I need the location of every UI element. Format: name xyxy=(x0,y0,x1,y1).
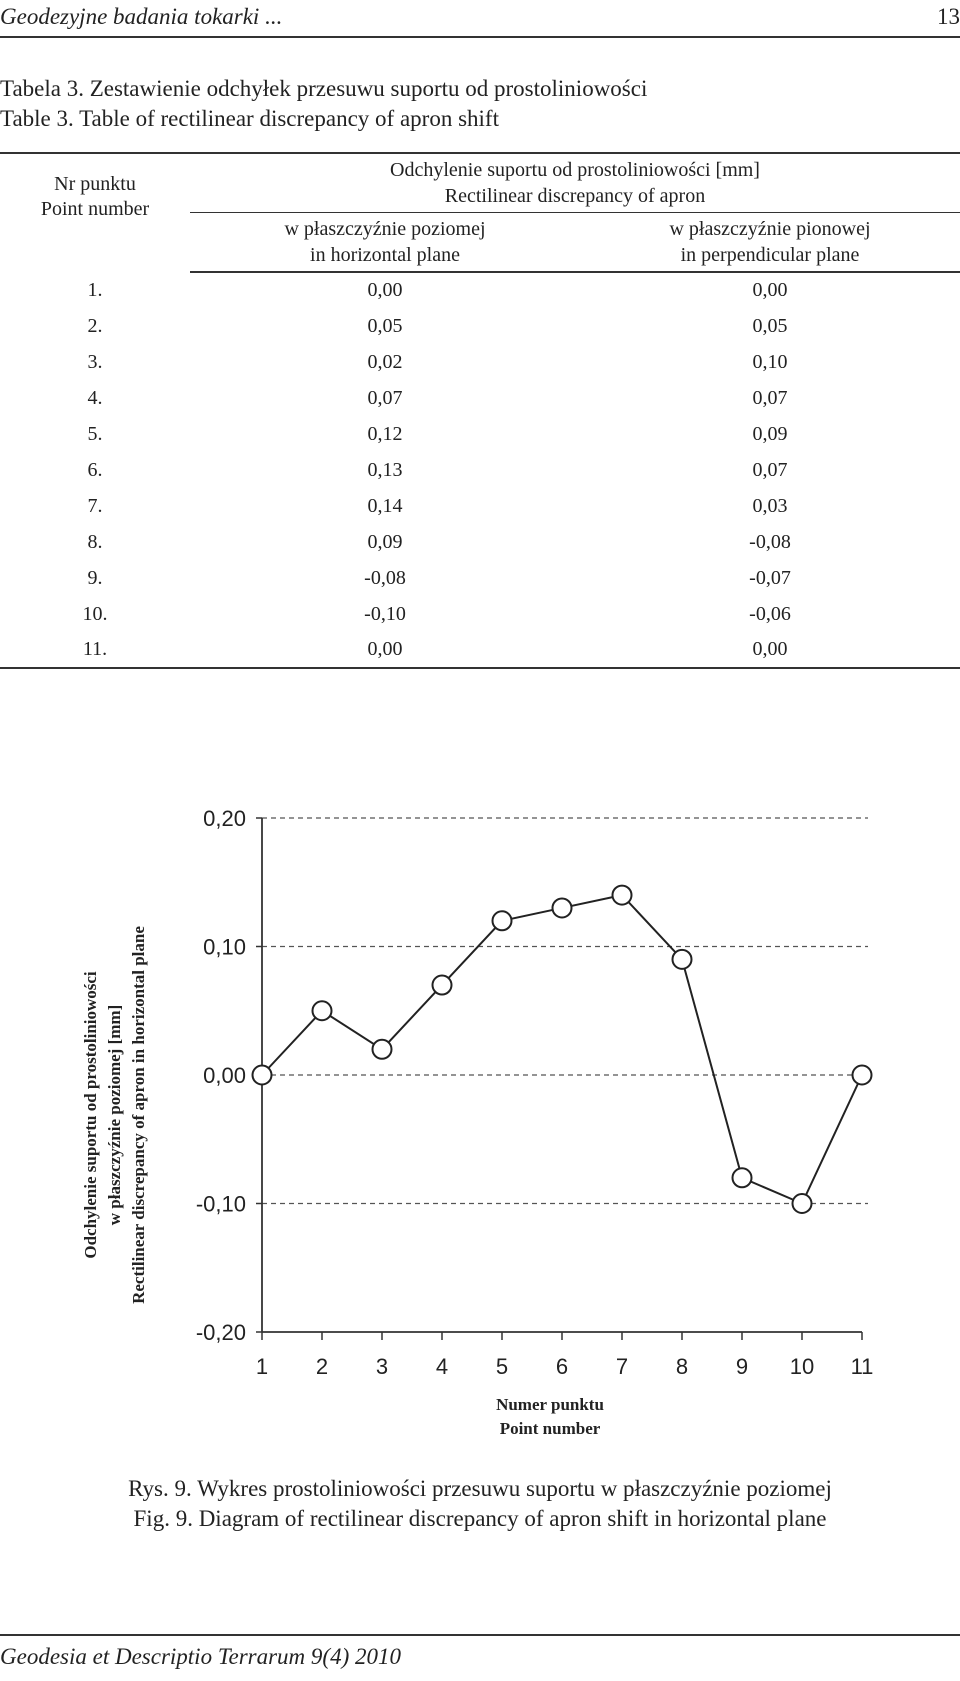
cell-vertical: 0,10 xyxy=(752,350,788,373)
y-axis-label-line: Rectilinear discrepancy of apron in horizontal plane xyxy=(129,926,148,1304)
data-point-11 xyxy=(853,1066,872,1085)
x-tick-label: 10 xyxy=(789,1354,815,1379)
y-tick-label: -0,10 xyxy=(195,1191,246,1217)
x-axis-label-line: Numer punktu xyxy=(496,1395,604,1414)
y-tick-label: -0,20 xyxy=(195,1320,246,1345)
x-tick-label: 1 xyxy=(255,1354,269,1379)
data-point-8 xyxy=(673,950,692,969)
cell-horizontal: 0,00 xyxy=(367,279,403,301)
table-row xyxy=(0,560,960,596)
table-row xyxy=(0,308,960,344)
cell-point: 10. xyxy=(82,602,108,625)
figure-caption-pl: Rys. 9. Wykres prostoliniowości przesuwu suportu w płaszczyźnie poziomej xyxy=(128,1476,832,1501)
cell-horizontal: 0,12 xyxy=(367,422,403,445)
footer-rule xyxy=(0,1634,960,1636)
discrepancy-line-chart xyxy=(0,760,960,1460)
col-header-point: Nr punktu Point number xyxy=(40,173,150,220)
x-tick-label: 3 xyxy=(375,1354,389,1379)
table-caption xyxy=(0,74,647,134)
cell-point: 11. xyxy=(0,632,190,668)
cell-vertical: 0,09 xyxy=(752,422,788,445)
cell-horizontal: 0,14 xyxy=(367,494,403,517)
header-rule xyxy=(0,36,960,38)
cell-horizontal: 0,13 xyxy=(367,458,403,481)
y-tick-label: 0,20 xyxy=(203,806,246,831)
data-point-10 xyxy=(793,1194,812,1213)
cell-point: 6. xyxy=(87,458,103,481)
table-row xyxy=(0,272,960,308)
running-title: Geodezyjne badania tokarki ... xyxy=(0,4,283,29)
cell-horizontal: 0,09 xyxy=(367,530,403,553)
x-axis-label-line: Point number xyxy=(499,1419,601,1438)
cell-horizontal: -0,10 xyxy=(364,602,406,625)
x-tick-label: 6 xyxy=(555,1354,569,1379)
table-row xyxy=(0,452,960,488)
cell-point: 3. xyxy=(87,350,103,373)
cell-point: 5. xyxy=(87,422,103,445)
cell-vertical: 0,00 xyxy=(752,279,788,301)
data-point-2 xyxy=(313,1001,332,1020)
x-tick-label: 4 xyxy=(435,1354,449,1379)
cell-vertical: 0,07 xyxy=(752,386,788,409)
table-row xyxy=(0,596,960,632)
data-point-7 xyxy=(613,886,632,905)
table-row xyxy=(0,488,960,524)
col-group-header: Odchylenie suportu od prostoliniowości [mm] Rectilinear discrepancy of apron xyxy=(190,154,960,212)
table-row xyxy=(0,344,960,380)
x-tick-label: 9 xyxy=(735,1354,749,1379)
table-row xyxy=(0,524,960,560)
running-head xyxy=(0,0,960,40)
y-axis-label-line: w płaszczyźnie poziomej [mm] xyxy=(105,1004,124,1226)
cell-point: 7. xyxy=(87,494,103,517)
page-number: 13 xyxy=(937,4,960,29)
cell-point: 9. xyxy=(87,566,103,589)
data-point-9 xyxy=(733,1168,752,1187)
y-tick-label: 0,10 xyxy=(203,934,246,960)
cell-horizontal: 0,05 xyxy=(367,314,403,337)
cell-vertical: 0,07 xyxy=(752,458,788,481)
cell-horizontal: 0,07 xyxy=(367,386,403,409)
data-point-6 xyxy=(553,898,572,917)
cell-vertical: -0,06 xyxy=(749,602,791,625)
table-caption-en: Table 3. Table of rectilinear discrepancy of apron shift xyxy=(0,106,499,131)
cell-vertical: -0,07 xyxy=(749,566,791,589)
x-tick-label: 7 xyxy=(615,1354,629,1379)
x-tick-label: 8 xyxy=(675,1354,689,1379)
table-body xyxy=(0,272,960,668)
cell-point: 1. xyxy=(87,278,103,301)
discrepancy-table xyxy=(0,152,960,669)
y-tick-label: 0,00 xyxy=(203,1063,246,1088)
x-tick-label: 11 xyxy=(850,1354,874,1379)
figure-caption xyxy=(0,1474,960,1534)
table-row xyxy=(0,416,960,452)
journal-footer: Geodesia et Descriptio Terrarum 9(4) 2010 xyxy=(0,1644,401,1669)
x-tick-label: 5 xyxy=(495,1354,509,1379)
cell-point: 4. xyxy=(87,386,103,409)
cell-horizontal: -0,08 xyxy=(364,566,406,589)
cell-horizontal: 0,00 xyxy=(190,632,580,668)
cell-horizontal: 0,02 xyxy=(367,350,403,373)
cell-vertical: 0,03 xyxy=(752,494,788,517)
figure-caption-en: Fig. 9. Diagram of rectilinear discrepancy of apron shift in horizontal plane xyxy=(133,1506,827,1531)
col-header-vertical: w płaszczyźnie pionowej in perpendicular plane xyxy=(580,212,960,272)
data-point-4 xyxy=(433,976,452,995)
data-point-1 xyxy=(253,1066,272,1085)
table-row xyxy=(0,380,960,416)
table-caption-pl: Tabela 3. Zestawienie odchyłek przesuwu suportu od prostoliniowości xyxy=(0,76,648,101)
cell-point: 2. xyxy=(87,314,103,337)
table-row xyxy=(0,632,960,668)
y-axis-label-line: Odchylenie suportu od prostoliniowości xyxy=(81,971,100,1259)
col-header-horizontal: w płaszczyźnie poziomej in horizontal plane xyxy=(190,212,580,272)
cell-point: 8. xyxy=(87,530,103,553)
data-point-5 xyxy=(493,911,512,930)
cell-vertical: -0,08 xyxy=(749,530,791,553)
series-line xyxy=(262,895,862,1203)
cell-vertical: 0,05 xyxy=(752,314,788,337)
x-tick-label: 2 xyxy=(315,1354,329,1379)
data-point-3 xyxy=(373,1040,392,1059)
cell-vertical: 0,00 xyxy=(580,632,960,668)
